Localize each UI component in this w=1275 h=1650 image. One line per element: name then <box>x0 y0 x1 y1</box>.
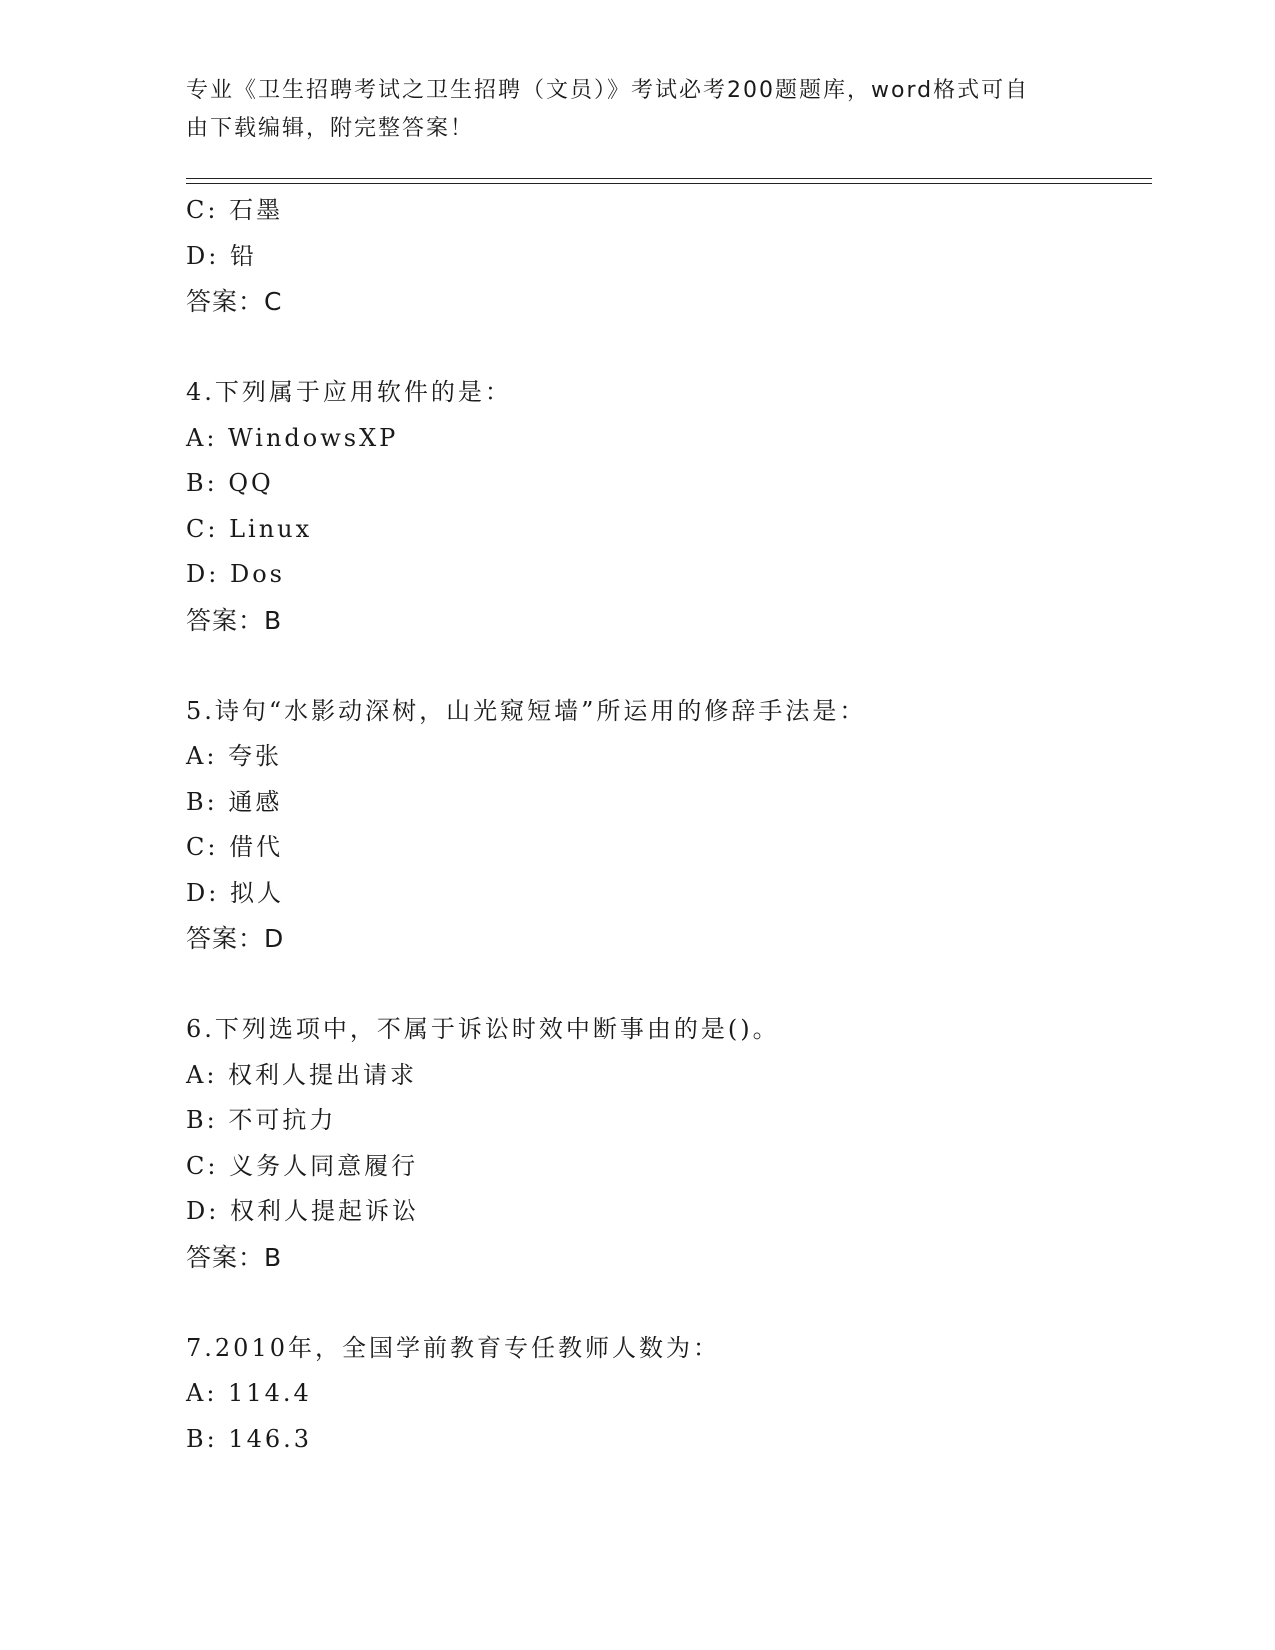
spacer <box>186 962 1152 1008</box>
spacer <box>186 1280 1152 1326</box>
option-c: C: Linux <box>186 514 313 543</box>
option-b: B: 通感 <box>186 787 283 816</box>
header-line-2: 由下载编辑，附完整答案！ <box>186 116 475 141</box>
answer: 答案：B <box>186 605 283 635</box>
option-a: A: 权利人提出请求 <box>186 1060 418 1089</box>
question-list <box>186 188 1152 1462</box>
header-rule-bottom <box>186 183 1152 184</box>
header-line-1: 专业《卫生招聘考试之卫生招聘（文员）》考试必考200题题库，word格式可自 <box>186 78 1030 103</box>
question-5 <box>186 689 1152 962</box>
question-4 <box>186 370 1152 643</box>
answer: 答案：B <box>186 1242 283 1272</box>
spacer <box>186 325 1152 371</box>
option-b: B: 146.3 <box>186 1424 313 1453</box>
question-3 <box>186 188 1152 325</box>
option-c: C: 石墨 <box>186 196 284 224</box>
question-6 <box>186 1007 1152 1280</box>
option-a: A: 114.4 <box>186 1379 312 1407</box>
question-7 <box>186 1326 1152 1463</box>
answer: 答案：C <box>186 287 283 316</box>
option-a: A: 夸张 <box>186 742 283 770</box>
option-d: D: 铅 <box>186 241 257 270</box>
option-d: D: 拟人 <box>186 878 284 907</box>
answer: 答案：D <box>186 924 285 953</box>
option-a: A: WindowsXP <box>186 423 399 452</box>
question-stem: 5.诗句“水影动深树，山光窥短墙”所运用的修辞手法是： <box>186 696 867 725</box>
option-d: D: Dos <box>186 560 285 588</box>
option-c: C: 借代 <box>186 833 284 861</box>
header-rule-top <box>186 178 1152 179</box>
option-b: B: 不可抗力 <box>186 1106 337 1134</box>
question-stem: 4.下列属于应用软件的是： <box>186 378 512 406</box>
option-b: B: QQ <box>186 469 274 497</box>
question-stem: 7.2010年，全国学前教育专任教师人数为： <box>186 1333 720 1362</box>
document-header <box>186 72 1066 148</box>
spacer <box>186 643 1152 689</box>
option-c: C: 义务人同意履行 <box>186 1151 419 1180</box>
question-stem: 6.下列选项中，不属于诉讼时效中断事由的是()。 <box>186 1015 780 1043</box>
option-d: D: 权利人提起诉讼 <box>186 1197 419 1225</box>
